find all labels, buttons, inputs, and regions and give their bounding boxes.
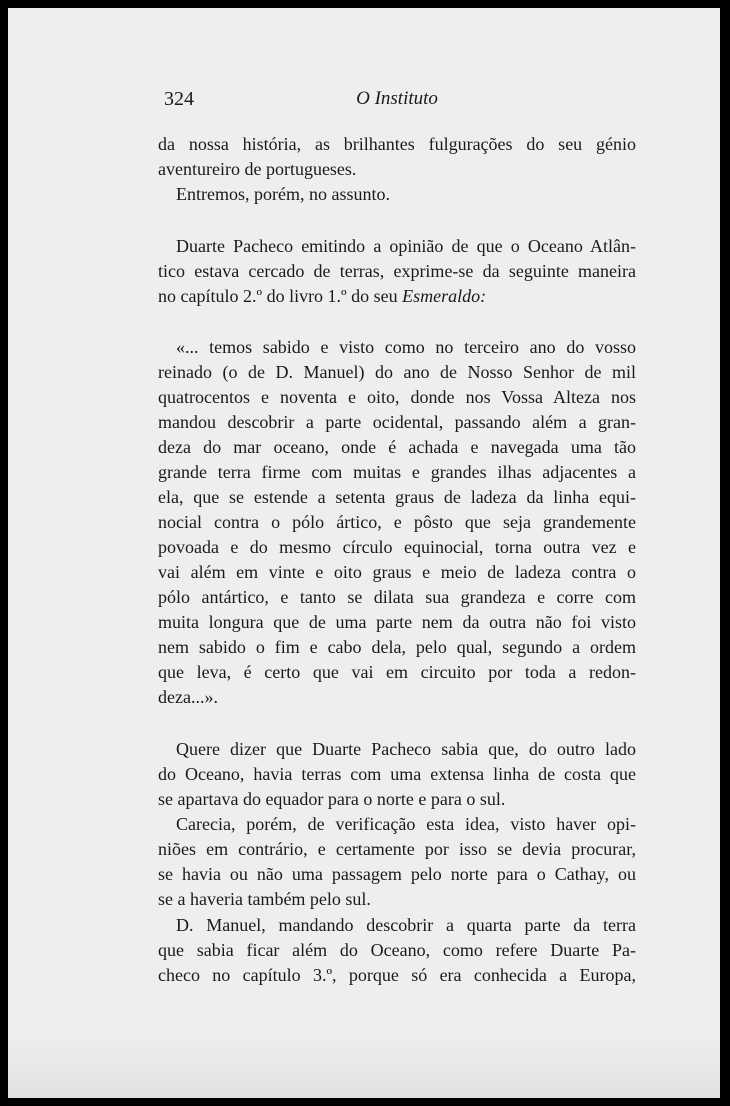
- text-line: se apartava do equador para o norte e para o sul.: [158, 789, 506, 809]
- quote-line: «... temos sabido e visto como no terceiro ano do vosso: [176, 337, 636, 357]
- page-shadow: [8, 1038, 720, 1098]
- quote-line: deza...».: [158, 687, 218, 707]
- text-line: do Oceano, havia terras com uma extensa linha de costa que: [158, 764, 636, 784]
- text-line: da nossa história, as brilhantes fulgurações do seu génio: [158, 134, 636, 154]
- text-line: se a haveria também pelo sul.: [158, 889, 371, 909]
- page-frame: [8, 8, 720, 1098]
- page-text: [158, 8, 636, 1098]
- book-title: Esmeraldo:: [402, 286, 487, 306]
- running-title: O Instituto: [356, 88, 438, 109]
- quote-line: reinado (o de D. Manuel) do ano de Nosso Senhor de mil: [158, 362, 636, 382]
- text-line: aventureiro de portugueses.: [158, 159, 357, 179]
- text-segment: no capítulo 2.º do livro 1.º do seu: [158, 286, 398, 306]
- quote-line: ela, que se estende a setenta graus de ladeza da linha equi-: [158, 487, 636, 507]
- quote-line: que leva, é certo que vai em circuito por toda a redon-: [158, 662, 636, 682]
- text-line: Entremos, porém, no assunto.: [176, 184, 390, 204]
- text-line: checo no capítulo 3.º, porque só era conhecida a Europa,: [158, 965, 636, 985]
- quote-line: pólo antártico, e tanto se dilata sua grandeza e corre com: [158, 587, 636, 607]
- quote-line: quatrocentos e noventa e oito, donde nos Vossa Alteza nos: [158, 387, 636, 407]
- text-line: Quere dizer que Duarte Pacheco sabia que, do outro lado: [176, 739, 636, 759]
- page-number: 324: [164, 88, 194, 110]
- quote-line: nocial contra o pólo ártico, e pôsto que seja grandemente: [158, 512, 636, 532]
- quote-line: vai além em vinte e oito graus e meio de ladeza contra o: [158, 562, 636, 582]
- quote-line: mandou descobrir a parte ocidental, passando além a gran-: [158, 412, 636, 432]
- quote-line: muita longura que de uma parte nem da outra não foi visto: [158, 612, 636, 632]
- text-line: niões em contrário, e certamente por isso se devia procurar,: [158, 839, 636, 859]
- text-line: tico estava cercado de terras, exprime-se da seguinte maneira: [158, 261, 636, 281]
- quote-line: deza do mar oceano, onde é achada e navegada uma tão: [158, 437, 636, 457]
- text-line: que sabia ficar além do Oceano, como refere Duarte Pa-: [158, 940, 636, 960]
- text-line: Duarte Pacheco emitindo a opinião de que o Oceano Atlân-: [176, 236, 636, 256]
- text-line: Carecia, porém, de verificação esta idea, visto haver opi-: [176, 814, 636, 834]
- quote-line: povoada e do mesmo círculo equinocial, torna outra vez e: [158, 537, 636, 557]
- quote-line: grande terra firme com muitas e grandes ilhas adjacentes a: [158, 462, 636, 482]
- text-line: se havia ou não uma passagem pelo norte para o Cathay, ou: [158, 864, 636, 884]
- text-line: D. Manuel, mandando descobrir a quarta parte da terra: [176, 915, 636, 935]
- quote-line: nem sabido o fim e cabo dela, pelo qual, segundo a ordem: [158, 637, 636, 657]
- text-line: [158, 284, 636, 308]
- page-header: [158, 88, 636, 118]
